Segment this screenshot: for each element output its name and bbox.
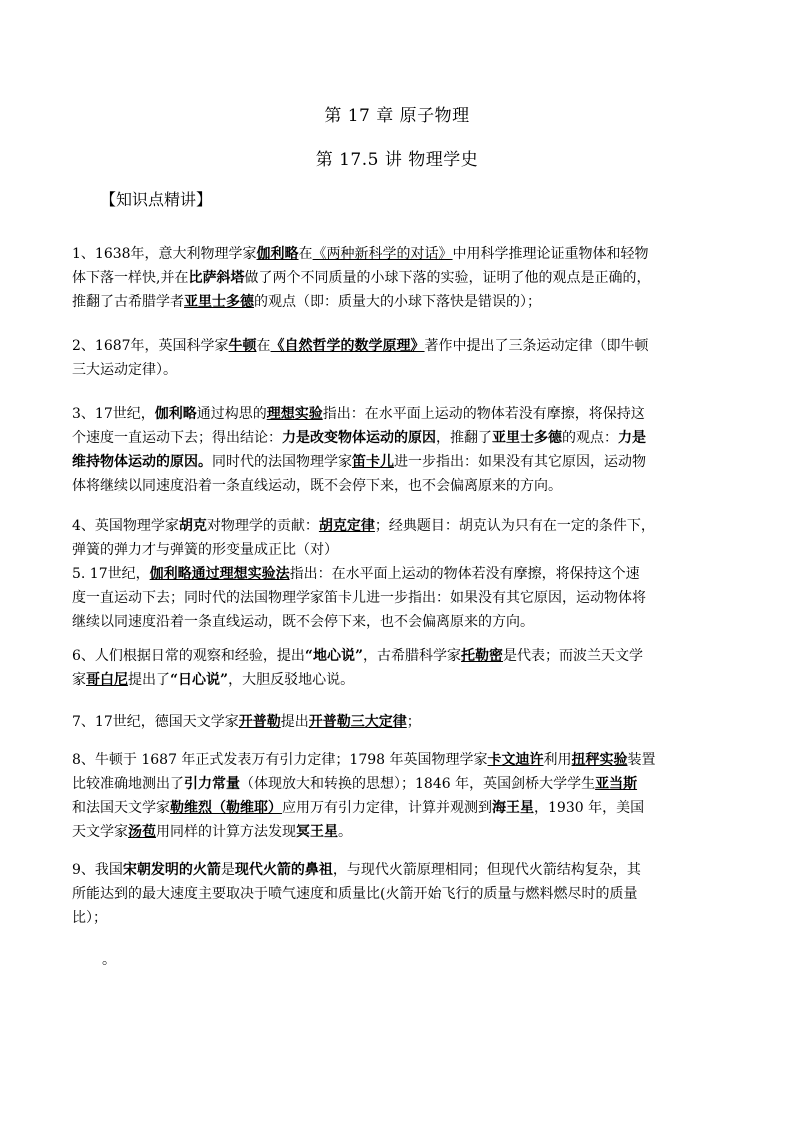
text-run: 家 [72,672,86,688]
key-conclusion: 维持物体运动的原因。 [72,454,212,470]
paragraph-line [72,820,732,844]
key-term: 胡克定律 [318,518,375,534]
person-name: 亚里士多德 [492,430,562,446]
paragraph-line [72,514,732,538]
key-term: 伽利略通过理想实验法 [149,566,290,582]
text-run: 提出 [280,714,309,730]
planet-name: 海王星 [492,800,534,816]
text-run: 是 [220,862,235,878]
text-run: 推翻了古希腊学者 [72,294,184,310]
end-mark: 。 [102,952,116,968]
paragraph-9 [72,858,732,930]
paragraph-line [72,644,732,668]
key-term: 引力常量 [184,776,240,792]
text-run: 通过构思的 [196,406,267,422]
paragraph-2 [72,334,732,382]
text-run: 提出了 [128,672,170,688]
person-name: 伽利略 [256,246,299,262]
paragraph-line [72,748,732,772]
text-run: 同时代的法国物理学家 [212,454,352,470]
text-run: 1、1638年，意大利物理学家 [72,246,257,262]
text-run: 体下落一样快,并在 [72,270,189,286]
text-run: 天文学家 [72,824,128,840]
paragraph-line [72,858,732,882]
text-run: 8、牛顿于 1687 年正式发表万有引力定律；1798 年英国物理学家 [72,752,488,768]
text-run: 用同样的计算方法发现 [156,824,296,840]
text-run: ； [406,714,421,730]
text-run: ，古希腊科学家 [363,648,462,664]
paragraph-line [72,772,732,796]
chapter-title: 第 17 章 原子物理 [324,106,470,126]
text-run: 指出：在水平面上运动的物体若没有摩擦，将保持这 [322,406,645,422]
text-run: 3、17世纪， [72,406,155,422]
paragraph-1 [72,242,732,314]
text-run: （体现放大和转换的思想）；1846 年，英国剑桥大学学生 [240,776,596,792]
text-run: 的观点（即：质量大的小球下落快是错误的）； [254,294,541,310]
paragraph-line [72,242,732,266]
paragraph-line [72,358,732,382]
key-term: 现代火箭的鼻祖 [234,862,333,878]
place-name: 比萨斜塔 [188,270,245,286]
section-heading: 【知识点精讲】 [100,190,213,209]
paragraph-8 [72,748,732,844]
paragraph-line [72,450,732,474]
paragraph-line [72,882,732,906]
person-name: 牛顿 [228,338,257,354]
person-name: 勒维烈（勒维耶） [170,800,282,816]
paragraph-3 [72,402,732,498]
key-conclusion: 力是 [618,430,646,446]
text-run: 在 [298,246,313,262]
paragraph-line [72,586,732,610]
paragraph-6 [72,644,732,692]
text-run: 应用万有引力定律，计算并观测到 [282,800,492,816]
text-run: ，与现代火箭原理相同；但现代火箭结构复杂，其 [332,862,641,878]
text-run: 进一步指出：如果没有其它原因，运动物 [394,454,646,470]
text-run: 弹簧的弹力才与弹簧的形变量成正比（对） [72,542,338,558]
person-name: 亚当斯 [595,776,638,792]
lecture-title: 第 17.5 讲 物理学史 [315,150,479,170]
person-name: 卡文迪许 [487,752,544,768]
text-run: 三大运动定律）。 [72,362,177,378]
key-term: 宋朝发明的火箭 [122,862,221,878]
text-run: ，大胆反驳地心说。 [228,672,355,688]
paragraph-line [72,334,732,358]
paragraph-line [72,426,732,450]
text-run: 装置 [627,752,656,768]
paragraph-line [72,290,732,314]
text-run: 在 [256,338,271,354]
person-name: 伽利略 [154,406,197,422]
paragraph-line [72,710,732,734]
paragraph-line [72,796,732,820]
person-name: 亚里士多德 [184,294,254,310]
person-name: 托勒密 [461,648,504,664]
book-title: 《自然哲学的数学原理》 [270,338,425,354]
key-term: 开普勒三大定律 [308,714,407,730]
text-run: 个速度一直运动下去；得出结论： [72,430,282,446]
person-name: 胡克 [178,518,207,534]
text-run: 和法国天文学家 [72,800,170,816]
paragraph-line [72,538,732,562]
text-run: 指出：在水平面上运动的物体若没有摩擦，将保持这个速 [289,566,640,582]
paragraph-line [72,266,732,290]
text-run: 4、英国物理学家 [72,518,179,534]
paragraph-line [72,562,732,586]
key-conclusion: 力是改变物体运动的原因 [282,430,436,446]
text-run: 是代表；而波兰天文学 [503,648,644,664]
text-run: 对物理学的贡献： [206,518,319,534]
text-run: 。 [338,824,352,840]
paragraph-line [72,668,732,692]
text-run: 的观点： [562,430,618,446]
text-run: ；经典题目：胡克认为只有在一定的条件下， [374,518,655,534]
paragraph-line [72,474,732,498]
paragraph-line [72,402,732,426]
text-run: 比）； [72,910,107,926]
paragraph-line [72,906,732,930]
person-name: 哥白尼 [86,672,128,688]
text-run: 比较准确地测出了 [72,776,184,792]
key-term: “日心说” [170,672,229,688]
key-term: 扭秤实验 [571,752,628,768]
text-run: 度一直运动下去；同时代的法国物理学家笛卡儿进一步指出：如果没有其它原因，运动物体将 [72,590,646,606]
text-run: 2、1687年，英国科学家 [72,338,229,354]
text-run: 做了两个不同质量的小球下落的实验，证明了他的观点是正确的， [244,270,651,286]
paragraph-4 [72,514,732,634]
text-run: 体将继续以同速度沿着一条直线运动，既不会停下来，也不会偏离原来的方向。 [72,478,562,494]
book-title: 《两种新科学的对话》 [312,246,453,262]
paragraph-7 [72,710,732,734]
person-name: 开普勒 [238,714,281,730]
text-run: 所能达到的最大速度主要取决于喷气速度和质量比(火箭开始飞行的质量与燃料燃尽时的质量 [72,886,638,902]
text-run: 著作中提出了三条运动定律（即牛顿 [424,338,649,354]
person-name: 笛卡儿 [352,454,394,470]
key-term: 理想实验 [266,406,323,422]
text-run: 继续以同速度沿着一条直线运动，既不会停下来，也不会偏离原来的方向。 [72,614,534,630]
paragraph-line [72,610,732,634]
text-run: ，推翻了 [436,430,492,446]
planet-name: 冥王星 [296,824,338,840]
text-run: 6、人们根据日常的观察和经验，提出 [72,648,305,664]
person-name: 汤苞 [128,824,156,840]
key-term: “地心说” [304,648,364,664]
text-run: 5. 17世纪， [72,566,150,582]
text-run: 利用 [543,752,572,768]
text-run: 中用科学推理论证重物体和轻物 [452,246,649,262]
text-run: 7、17世纪，德国天文学家 [72,714,239,730]
text-run: ，1930 年，美国 [534,800,645,816]
text-run: 9、我国 [72,862,123,878]
